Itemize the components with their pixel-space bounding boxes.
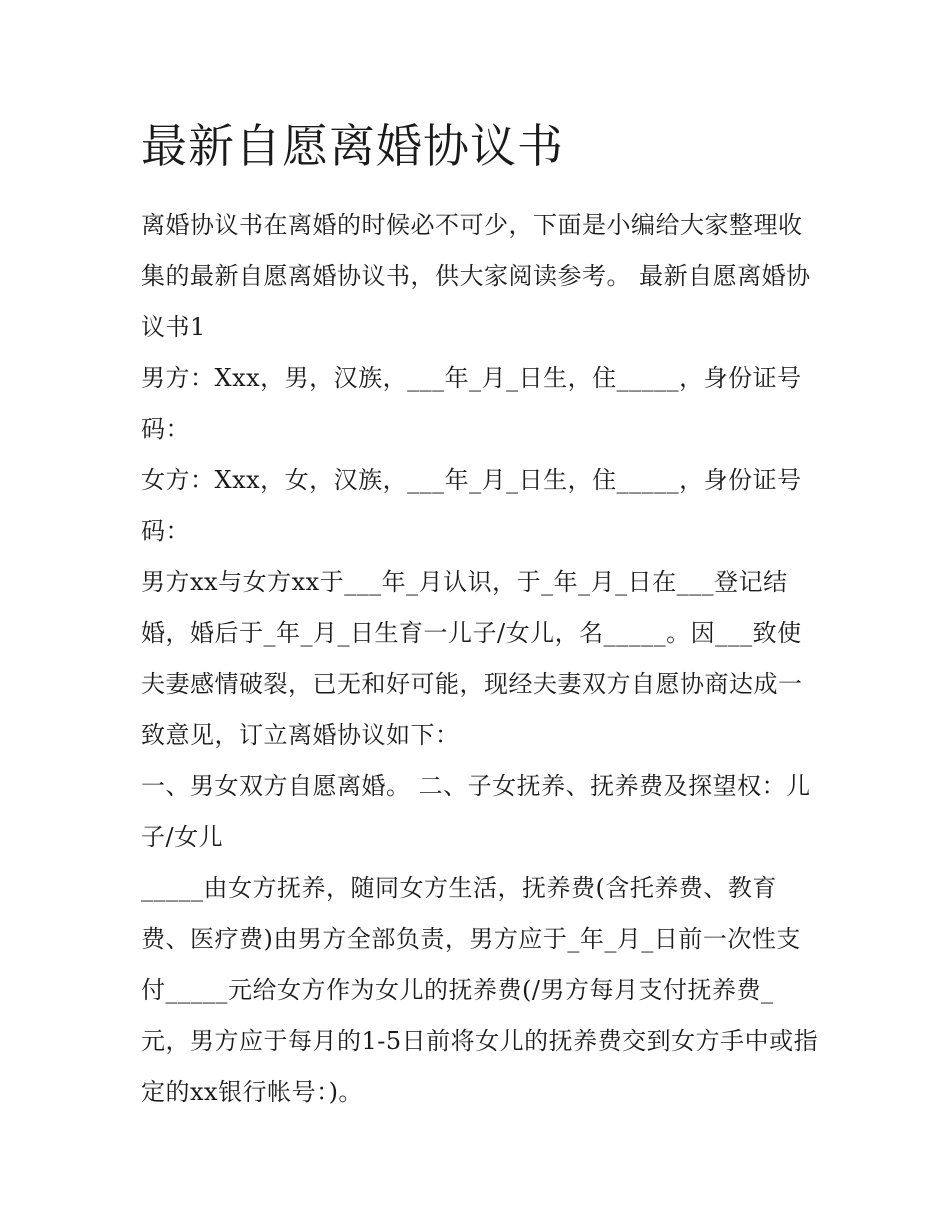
paragraph-male-party: 男方：Xxx，男，汉族，___年_月_日生，住_____，身份证号码：	[141, 364, 802, 443]
paragraph-child-support: _____由女方抚养，随同女方生活，抚养费(含托养费、教育费、医疗费)由男方全部负责，男方应于_年_月_日前一次性支付_____元给女方作为女儿的抚养费(/男方每月支付抚养费_元，男方应于每月的1-5日前将女儿的抚养费交到女方手中或指定的xx银行帐号：)。	[141, 874, 819, 1106]
paragraph-female-party: 女方：Xxx，女，汉族，___年_月_日生，住_____，身份证号码：	[141, 466, 802, 545]
document-title: 最新自愿离婚协议书	[141, 119, 564, 173]
paragraph-marriage-background: 男方xx与女方xx于___年_月认识，于_年_月_日在___登记结婚，婚后于_年_月_日生育一儿子/女儿，名_____。因___致使夫妻感情破裂，已无和好可能，现经夫妻双方自愿协商达成一致意见，订立离婚协议如下：	[141, 568, 803, 749]
paragraph-intro: 离婚协议书在离婚的时候必不可少，下面是小编给大家整理收集的最新自愿离婚协议书，供大家阅读参考。 最新自愿离婚协议书1	[141, 211, 811, 341]
document-body	[141, 112, 821, 1118]
paragraph-clauses: 一、男女双方自愿离婚。 二、子女抚养、抚养费及探望权：儿子/女儿	[141, 772, 811, 851]
